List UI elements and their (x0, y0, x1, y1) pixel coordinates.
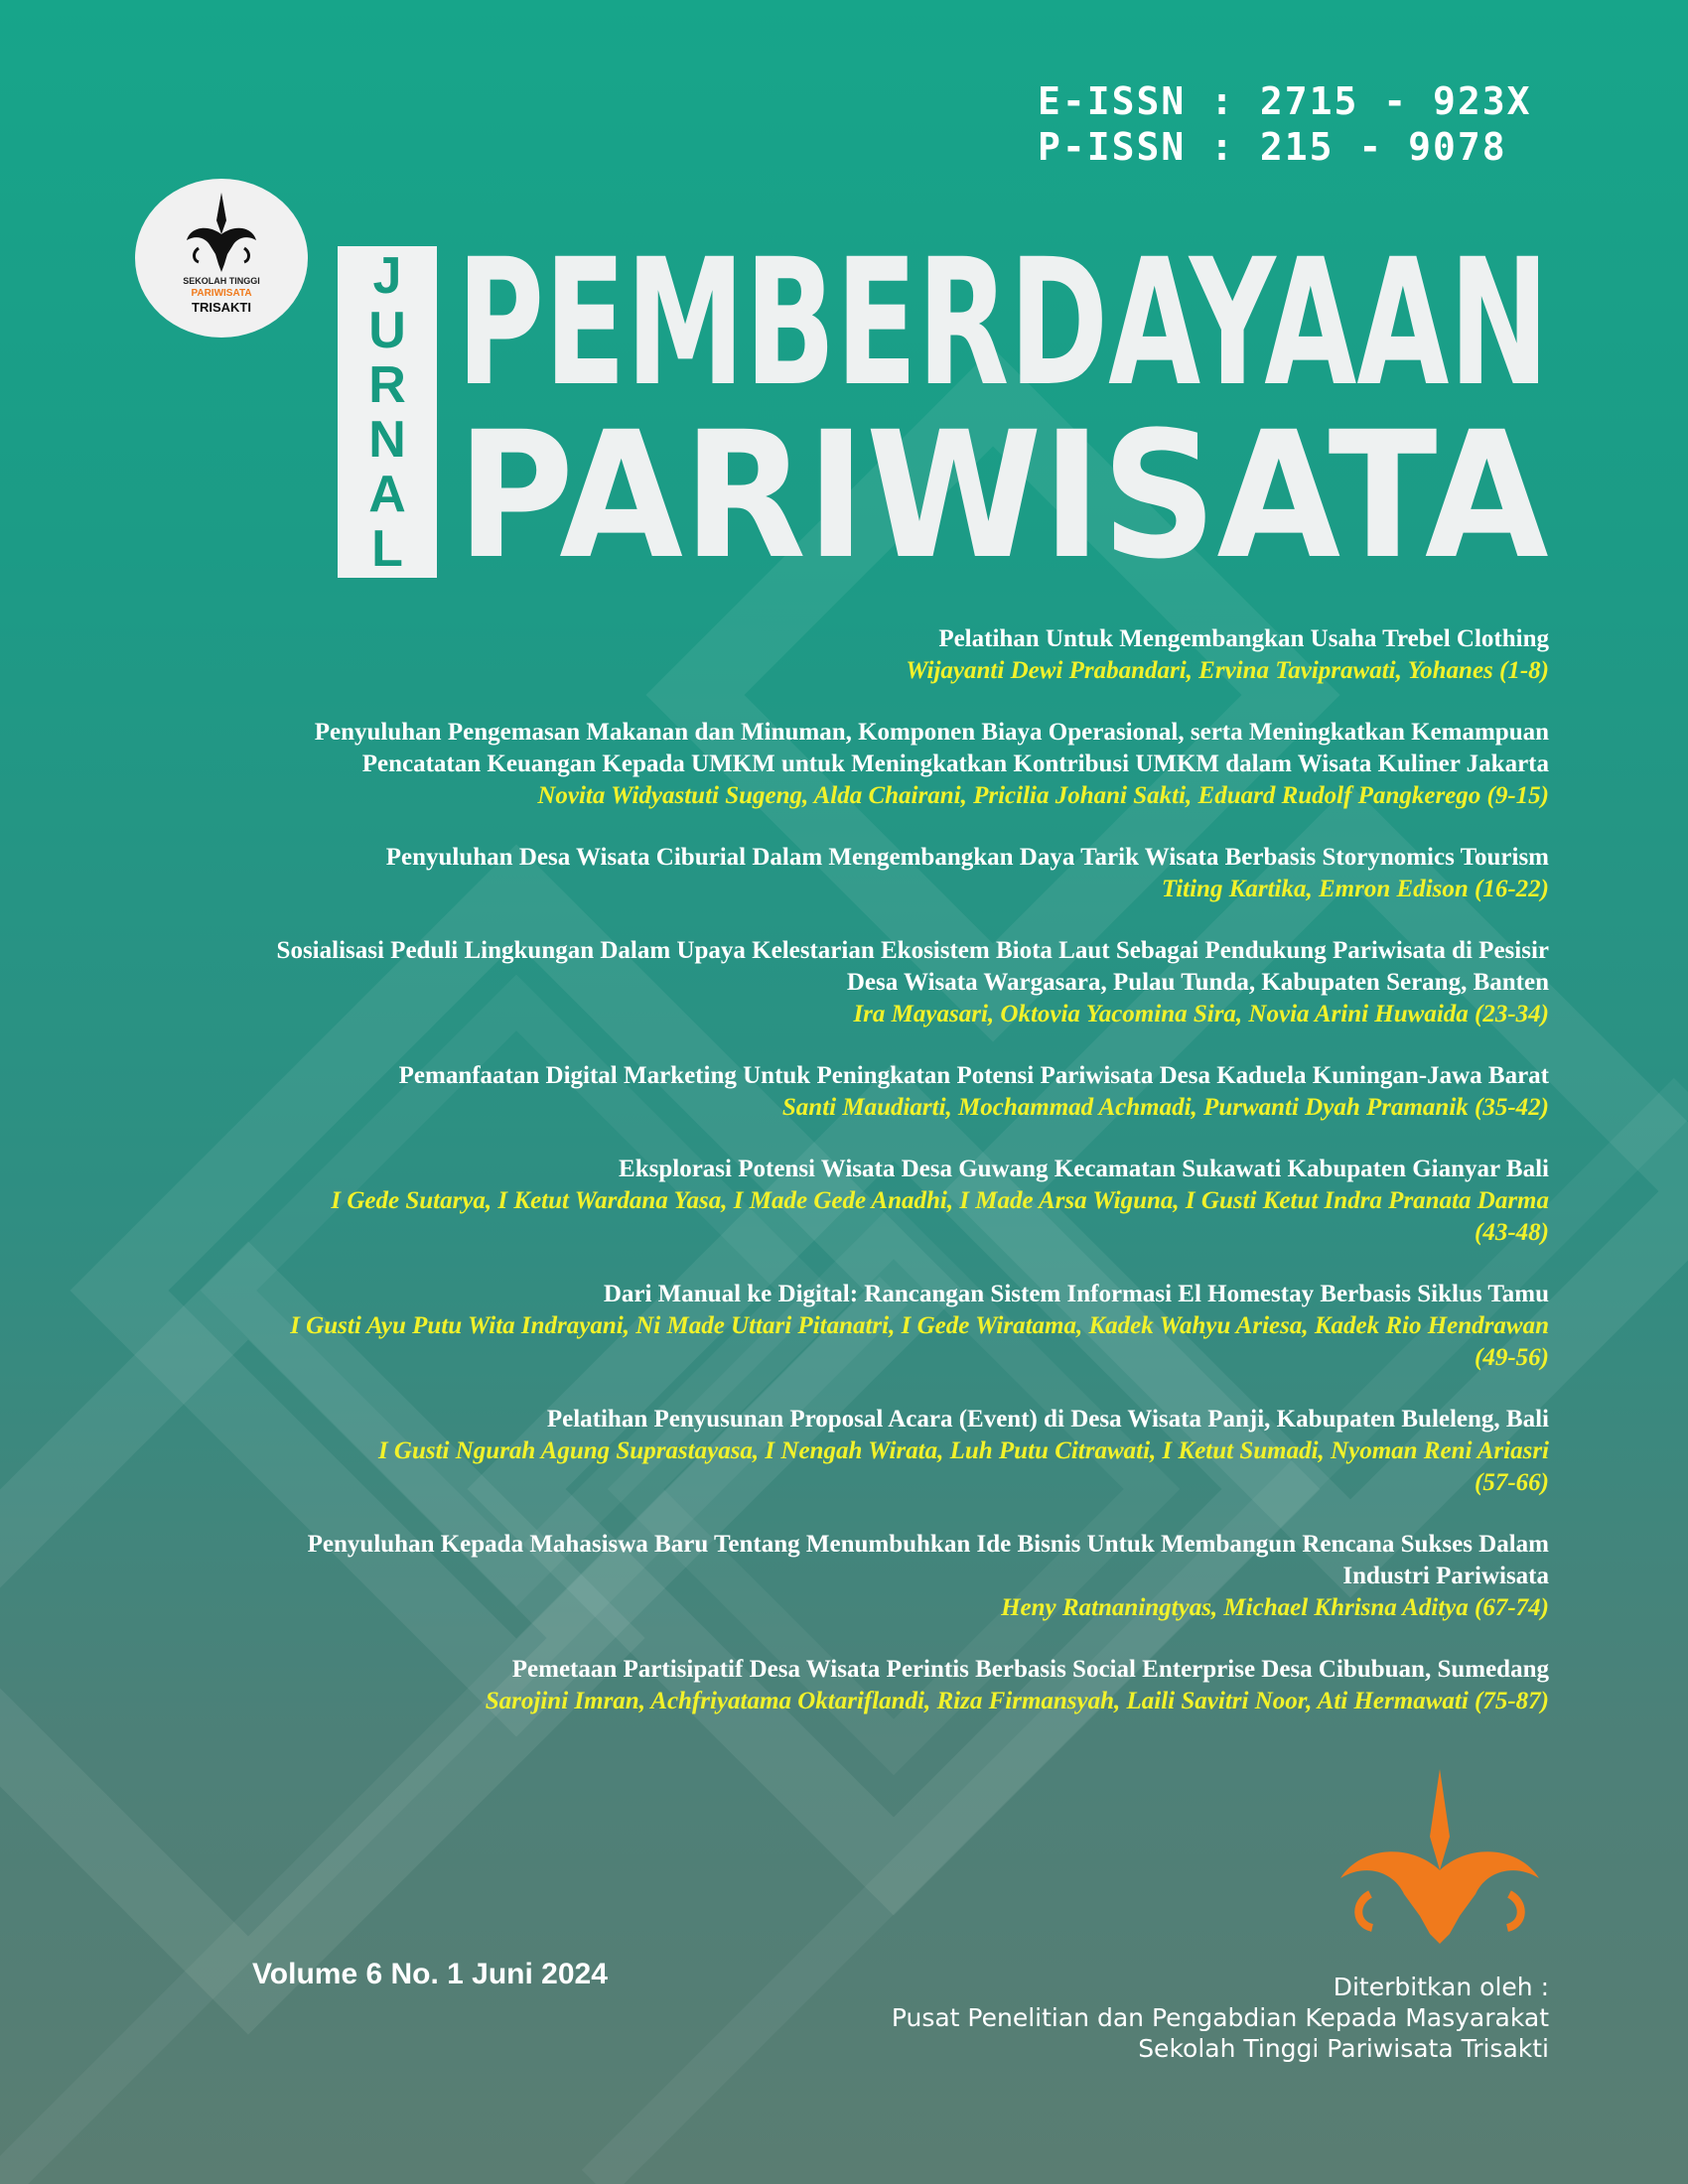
publisher-line-2: Sekolah Tinggi Pariwisata Trisakti (1138, 2034, 1549, 2063)
jurnal-letter: L (371, 520, 403, 578)
table-of-contents (119, 623, 1549, 1747)
article-entry (119, 1154, 1549, 1249)
article-authors: (43-48) (1475, 1219, 1549, 1246)
publisher-label: Diterbitkan oleh : (1333, 1973, 1549, 2001)
article-entry (119, 1279, 1549, 1374)
logo-line-3: TRISAKTI (192, 300, 251, 315)
article-authors: Wijayanti Dewi Prabandari, Ervina Taviprawati, Yohanes (1-8) (906, 657, 1549, 684)
journal-title-line-1: PEMBERDAYAAN (457, 221, 1550, 425)
article-authors: Santi Maudiarti, Mochammad Achmadi, Purwanti Dyah Pramanik (35-42) (781, 1094, 1549, 1121)
article-entry (119, 1529, 1549, 1624)
publisher-line-1: Pusat Penelitian dan Pengabdian Kepada Masyarakat (891, 2003, 1549, 2032)
institution-logo (135, 179, 308, 338)
article-title: Pelatihan Penyusunan Proposal Acara (Event) di Desa Wisata Panji, Kabupaten Buleleng, Bali (546, 1406, 1549, 1433)
article-entry (119, 623, 1549, 687)
e-issn: E-ISSN : 2715 - 923X (1038, 79, 1532, 123)
article-entry (119, 842, 1549, 905)
article-authors: (57-66) (1475, 1469, 1549, 1496)
article-title: Industri Pariwisata (1342, 1563, 1549, 1589)
jurnal-letter: U (368, 302, 406, 359)
journal-title-line-2: PARIWISATA (457, 394, 1549, 598)
logo-line-1: SEKOLAH TINGGI (183, 276, 260, 286)
article-title: Pelatihan Untuk Mengembangkan Usaha Trebel Clothing (938, 625, 1549, 652)
article-entry (119, 935, 1549, 1030)
article-authors: I Gusti Ayu Putu Wita Indrayani, Ni Made Uttari Pitanatri, I Gede Wiratama, Kadek Wahyu Ariesa, Kadek Rio Hendrawan (290, 1312, 1549, 1339)
volume-info: Volume 6 No. 1 Juni 2024 (252, 1958, 608, 1990)
article-entry (119, 717, 1549, 812)
article-entry (119, 1404, 1549, 1499)
jurnal-letter: R (368, 356, 406, 414)
article-entry (119, 1654, 1549, 1717)
article-title: Penyuluhan Kepada Mahasiswa Baru Tentang Menumbuhkan Ide Bisnis Untuk Membangun Rencana Sukses Dalam (307, 1531, 1549, 1558)
article-authors: (49-56) (1475, 1344, 1549, 1371)
article-authors: Heny Ratnaningtyas, Michael Khrisna Aditya (67-74) (1001, 1594, 1549, 1621)
article-title: Desa Wisata Wargasara, Pulau Tunda, Kabupaten Serang, Banten (846, 969, 1549, 996)
logo-line-2: PARIWISATA (191, 288, 252, 299)
article-title: Penyuluhan Desa Wisata Ciburial Dalam Mengembangkan Daya Tarik Wisata Berbasis Storynomics Tourism (385, 844, 1549, 871)
article-authors: I Gede Sutarya, I Ketut Wardana Yasa, I Made Gede Anadhi, I Made Arsa Wiguna, I Gusti Ketut Indra Pranata Darma (331, 1187, 1549, 1214)
trisakti-emblem-icon (1321, 1767, 1559, 1946)
trisakti-emblem-icon (183, 191, 260, 276)
article-title: Pemanfaatan Digital Marketing Untuk Peningkatan Potensi Pariwisata Desa Kaduela Kuningan-Jawa Barat (398, 1062, 1549, 1089)
article-title: Pencatatan Keuangan Kepada UMKM untuk Meningkatkan Kontribusi UMKM dalam Wisata Kuliner Jakarta (361, 751, 1549, 777)
article-title: Eksplorasi Potensi Wisata Desa Guwang Kecamatan Sukawati Kabupaten Gianyar Bali (619, 1156, 1549, 1182)
article-authors: Ira Mayasari, Oktovia Yacomina Sira, Novia Arini Huwaida (23-34) (853, 1001, 1549, 1027)
jurnal-letter: N (368, 411, 406, 469)
jurnal-letter: A (368, 466, 406, 523)
jurnal-vertical-label (338, 246, 437, 578)
publisher-info (892, 1972, 1549, 2064)
article-authors: I Gusti Ngurah Agung Suprastayasa, I Nengah Wirata, Luh Putu Citrawati, I Ketut Sumadi, Nyoman Reni Ariasri (377, 1437, 1549, 1464)
p-issn: P-ISSN : 215 - 9078 (1038, 125, 1507, 169)
article-title: Penyuluhan Pengemasan Makanan dan Minuman, Komponen Biaya Operasional, serta Meningkatkan Kemampuan (314, 719, 1549, 746)
article-authors: Titing Kartika, Emron Edison (16-22) (1161, 876, 1549, 902)
article-authors: Novita Widyastuti Sugeng, Alda Chairani, Pricilia Johani Sakti, Eduard Rudolf Pangkerego (9-15) (537, 782, 1549, 809)
article-title: Dari Manual ke Digital: Rancangan Sistem Informasi El Homestay Berbasis Siklus Tamu (603, 1281, 1549, 1307)
jurnal-letter: J (372, 247, 402, 305)
article-title: Pemetaan Partisipatif Desa Wisata Perintis Berbasis Social Enterprise Desa Cibubuan, Sumedang (511, 1656, 1549, 1683)
article-title: Sosialisasi Peduli Lingkungan Dalam Upaya Kelestarian Ekosistem Biota Laut Sebagai Pendukung Pariwisata di Pesisir (276, 937, 1549, 964)
article-entry (119, 1060, 1549, 1124)
article-authors: Sarojini Imran, Achfriyatama Oktariflandi, Riza Firmansyah, Laili Savitri Noor, Ati Hermawati (75-87) (485, 1688, 1549, 1714)
